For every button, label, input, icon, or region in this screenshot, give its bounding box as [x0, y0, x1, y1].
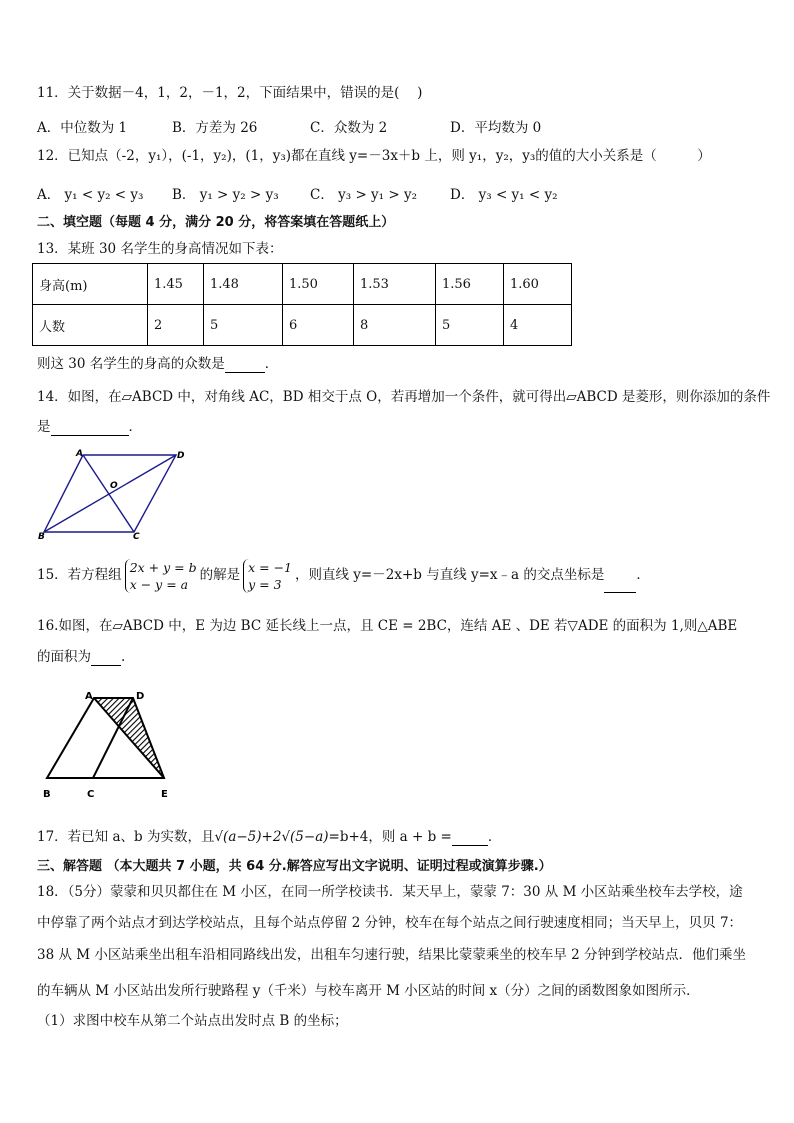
solution-x: x = −1 — [248, 559, 293, 575]
label-c: C — [133, 532, 140, 542]
q17-pre: 17．若已知 a、b 为实数，且 — [37, 829, 215, 845]
answer-blank[interactable] — [91, 651, 121, 666]
answer-blank[interactable] — [51, 421, 129, 436]
solution-y: y = 3 — [248, 576, 282, 592]
label-d: D — [177, 451, 185, 461]
q18-line: 38 从 M 小区站乘坐出租车沿相同路线出发，出租车匀速行驶，结果比蒙蒙乘坐的校车早 2 分钟到学校站点．他们乘坐 — [37, 947, 747, 963]
q16-line2-text: 的面积为 — [37, 649, 91, 665]
q11-option-b: B．方差为 26 — [172, 120, 258, 136]
label-e: E — [161, 789, 168, 800]
radical-expression: √(a−5)+2√(5−a) — [214, 829, 329, 845]
q16-line1: 16.如图，在▱ABCD 中，E 为边 BC 延长线上一点，且 CE = 2BC，连结 AE 、DE 若▽ADE 的面积为 1,则△ABE — [37, 618, 738, 634]
q14-line1: 14．如图，在▱ABCD 中，对角线 AC，BD 相交于点 O，若再增加一个条件，就可得出▱ABCD 是菱形，则你添加的条件 — [37, 389, 771, 405]
q13-tail-text: 则这 30 名学生的身高的众数是 — [37, 356, 225, 372]
table-cell: 8 — [354, 305, 436, 346]
q17-line — [37, 828, 501, 846]
q12-option-d: D． y₃ < y₁ < y₂ — [450, 187, 558, 203]
label-b: B — [43, 789, 51, 800]
q11-stem: 11．关于数据－4，1，2，－1，2，下面结果中，错误的是( ) — [37, 85, 423, 101]
solution-system — [243, 559, 292, 593]
table-cell: 1.45 — [148, 264, 204, 305]
q15-pre: 15．若方程组 — [37, 567, 122, 583]
q15-mid: 的解是 — [199, 567, 241, 583]
q18-subquestion-1: （1）求图中校车从第二个站点出发时点 B 的坐标； — [37, 1013, 348, 1029]
q13-end: ． — [264, 356, 279, 372]
q11-option-a: A．中位数为 1 — [37, 120, 128, 136]
answer-blank[interactable] — [452, 831, 488, 846]
table-cell: 1.50 — [283, 264, 354, 305]
table-cell: 4 — [504, 305, 572, 346]
table-row — [33, 264, 572, 305]
table-cell: 人数 — [33, 305, 148, 346]
q12-option-a: A． y₁ < y₂ < y₃ — [37, 187, 144, 203]
q14-end: ． — [128, 419, 142, 435]
table-cell: 5 — [436, 305, 504, 346]
q17-end: ． — [487, 829, 502, 845]
q16-line2 — [37, 648, 125, 666]
q18-line: 18．（5分）蒙蒙和贝贝都住在 M 小区，在同一所学校读书．某天早上，蒙蒙 7：30 从 M 小区站乘坐校车去学校，途 — [37, 884, 743, 900]
label-b: B — [38, 532, 45, 542]
label-o: O — [110, 481, 118, 491]
table-cell: 1.56 — [436, 264, 504, 305]
q11-option-d: D．平均数为 0 — [450, 120, 542, 136]
q17-post: =b+4，则 a + b = — [328, 829, 452, 845]
q12-option-b: B． y₁ > y₂ > y₃ — [172, 187, 279, 203]
table-cell: 1.48 — [204, 264, 283, 305]
label-a: A — [76, 449, 83, 459]
table-cell: 1.53 — [354, 264, 436, 305]
equation-1: 2x + y = b — [129, 559, 197, 575]
label-a: A — [85, 691, 93, 702]
label-c: C — [87, 789, 95, 800]
q13-tail — [37, 355, 278, 373]
label-d: D — [136, 691, 145, 702]
q12-option-c: C． y₃ > y₁ > y₂ — [310, 187, 418, 203]
q15-post: ，则直线 y=－2x+b 与直线 y=x﹣a 的交点坐标是 — [295, 567, 605, 583]
answer-blank[interactable] — [604, 578, 636, 593]
table-cell: 6 — [283, 305, 354, 346]
parallelogram-figure — [36, 446, 186, 542]
q14-line2-text: 是 — [37, 419, 51, 435]
table-cell: 2 — [148, 305, 204, 346]
q14-line2 — [37, 418, 142, 436]
trapezoid-figure — [38, 688, 178, 803]
table-cell: 身高(m) — [33, 264, 148, 305]
table-row — [33, 305, 572, 346]
section-solutions-heading: 三、解答题 （本大题共 7 小题，共 64 分.解答应写出文字说明、证明过程或演算步骤.） — [37, 859, 552, 874]
q15-end: ． — [636, 567, 650, 583]
q12-stem: 12．已知点（-2，y₁），(-1，y₂)，(1，y₃)都在直线 y=－3x＋b 上，则 y₁，y₂，y₃的值的大小关系是（ ） — [37, 148, 711, 164]
table-cell: 5 — [204, 305, 283, 346]
q16-end: . — [121, 649, 126, 665]
diagonal-ac — [83, 455, 134, 532]
q15-line — [37, 557, 650, 593]
q18-line: 的车辆从 M 小区站出发所行驶路程 y（千米）与校车离开 M 小区站的时间 x（分）之间的函数图象如图所示． — [37, 983, 700, 999]
equation-system — [125, 559, 197, 593]
q11-option-c: C．众数为 2 — [310, 120, 388, 136]
height-table — [32, 263, 572, 346]
q18-line: 中停靠了两个站点才到达学校站点，且每个站点停留 2 分钟，校车在每个站点之间行驶速度相同；当天早上，贝贝 7： — [37, 915, 743, 931]
answer-blank[interactable] — [225, 358, 265, 373]
table-cell: 1.60 — [504, 264, 572, 305]
q13-stem: 13．某班 30 名学生的身高情况如下表： — [37, 241, 283, 257]
equation-2: x − y = a — [129, 576, 189, 592]
section-fill-in-heading: 二、填空题（每题 4 分，满分 20 分，将答案填在答题纸上） — [37, 215, 395, 230]
